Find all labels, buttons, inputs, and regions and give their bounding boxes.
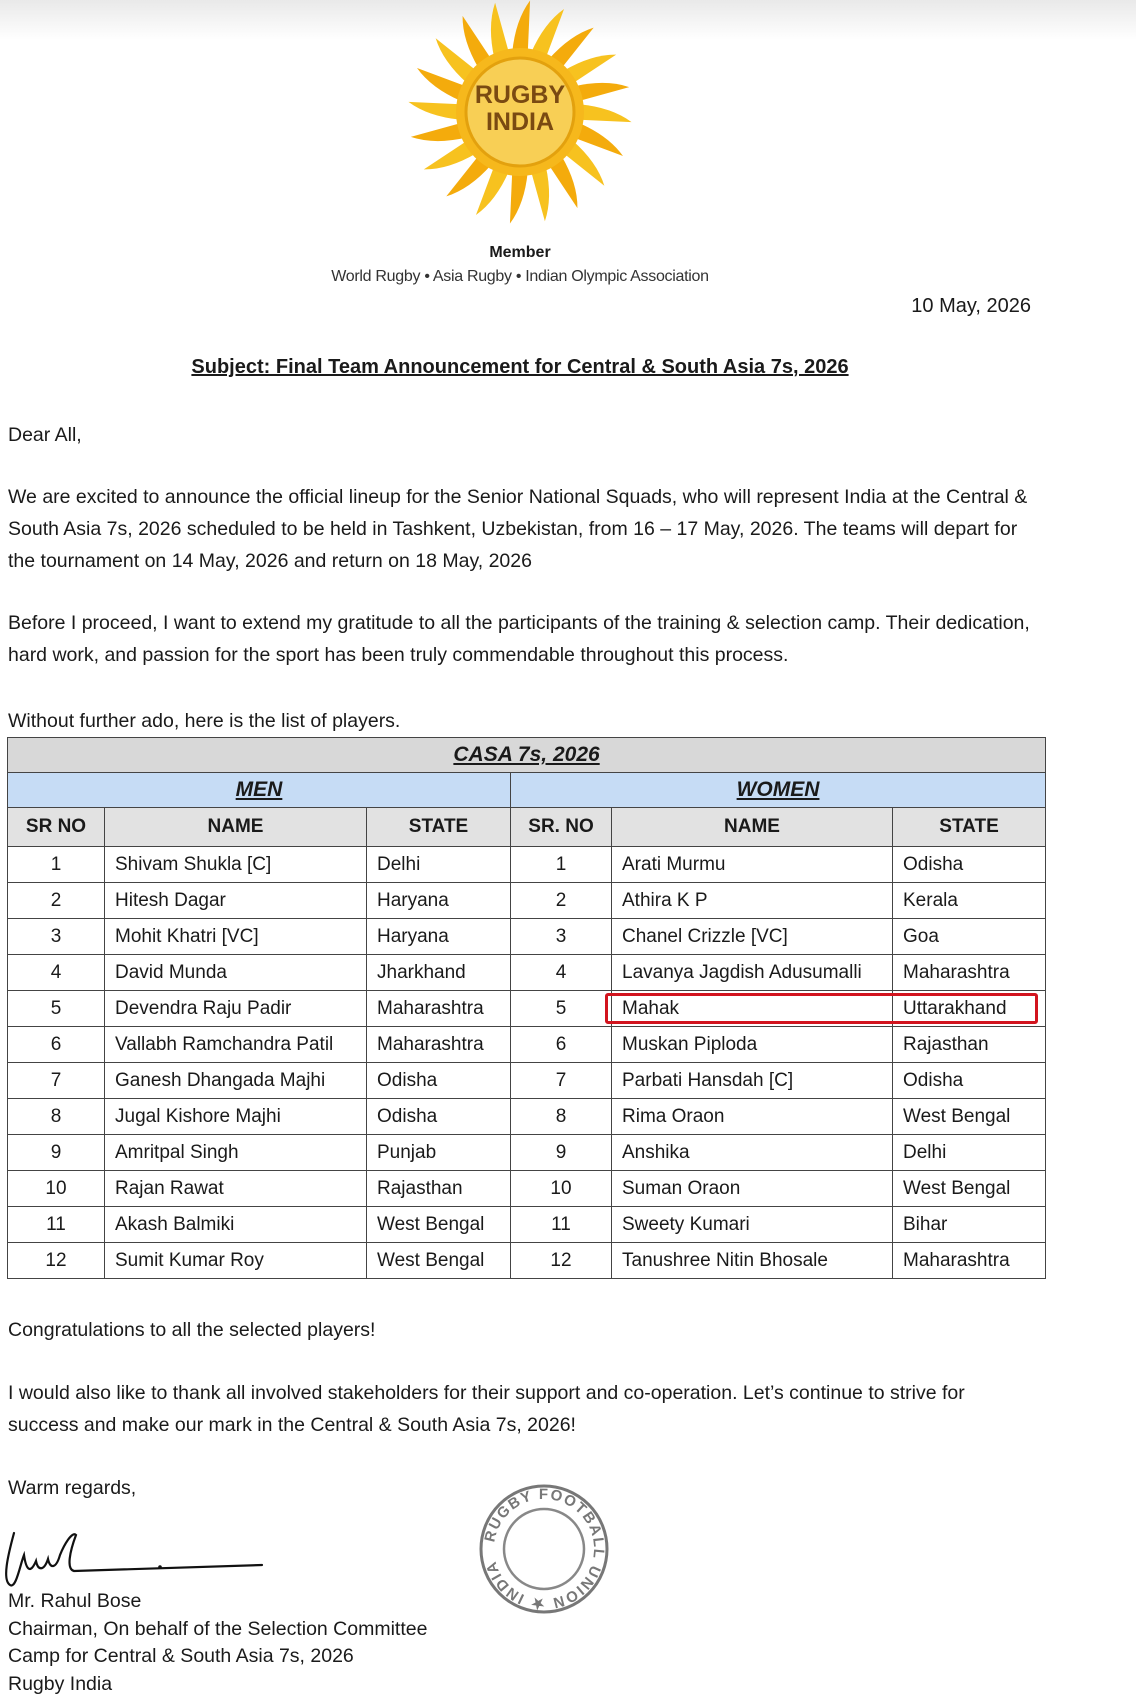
women-state-cell: Delhi: [893, 1135, 1046, 1171]
seal-text: RUGBY FOOTBALL UNION ★ INDIA: [481, 1485, 608, 1613]
sun-ray: [408, 102, 460, 120]
table-row: [8, 1135, 1046, 1171]
squad-rows: [8, 847, 1046, 1279]
col-header-men-sr: SR NO: [8, 808, 105, 847]
women-state-cell: Maharashtra: [893, 955, 1046, 991]
men-state-cell: Odisha: [367, 1099, 511, 1135]
men-sr-cell: 3: [8, 919, 105, 955]
women-state-cell: Uttarakhand: [893, 991, 1046, 1027]
men-name-cell: Shivam Shukla [C]: [105, 847, 367, 883]
col-header-men-name: NAME: [105, 808, 367, 847]
men-state-cell: Jharkhand: [367, 955, 511, 991]
men-state-cell: Maharashtra: [367, 1027, 511, 1063]
men-name-cell: Devendra Raju Padir: [105, 991, 367, 1027]
men-name-cell: Hitesh Dagar: [105, 883, 367, 919]
women-group-header: WOMEN: [511, 773, 1046, 808]
men-sr-cell: 9: [8, 1135, 105, 1171]
women-name-cell: Anshika: [612, 1135, 893, 1171]
men-name-cell: Mohit Khatri [VC]: [105, 919, 367, 955]
table-row: [8, 991, 1046, 1027]
col-header-men-state: STATE: [367, 808, 511, 847]
women-sr-cell: 10: [511, 1171, 612, 1207]
table-row: [8, 1207, 1046, 1243]
men-name-cell: Ganesh Dhangada Majhi: [105, 1063, 367, 1099]
table-row: [8, 955, 1046, 991]
table-title: CASA 7s, 2026: [8, 738, 1046, 773]
women-state-cell: Goa: [893, 919, 1046, 955]
table-row: [8, 1243, 1046, 1279]
men-state-cell: Haryana: [367, 883, 511, 919]
men-sr-cell: 12: [8, 1243, 105, 1279]
signatory-title: Chairman, On behalf of the Selection Committee: [8, 1617, 428, 1640]
men-name-cell: Jugal Kishore Majhi: [105, 1099, 367, 1135]
table-row: [8, 1063, 1046, 1099]
closing-thanks: I would also like to thank all involved stakeholders for their support and co-operation. Let’s continue to strive for success and make our mark in the Central & South Asia 7s, 2026!: [8, 1382, 965, 1436]
women-state-cell: Kerala: [893, 883, 1046, 919]
signatory-name: Mr. Rahul Bose: [8, 1590, 142, 1612]
men-sr-cell: 5: [8, 991, 105, 1027]
women-sr-cell: 7: [511, 1063, 612, 1099]
women-state-cell: Odisha: [893, 1063, 1046, 1099]
squad-table: [7, 737, 1046, 1279]
subject-line: Subject: Final Team Announcement for Central & South Asia 7s, 2026: [191, 356, 849, 378]
men-sr-cell: 1: [8, 847, 105, 883]
men-sr-cell: 4: [8, 955, 105, 991]
women-sr-cell: 4: [511, 955, 612, 991]
table-row: [8, 919, 1046, 955]
women-state-cell: Rajasthan: [893, 1027, 1046, 1063]
paragraph-intro: We are excited to announce the official lineup for the Senior National Squads, who will represent India at the Central & South Asia 7s, 2026 scheduled to be held in Tashkent, Uzbekistan, from 16 – 17 May, 2026. The teams will depart for the tournament on 14 May, 2026 and return on 18 May, 2026: [8, 486, 1028, 572]
women-sr-cell: 2: [511, 883, 612, 919]
paragraph-list-intro: Without further ado, here is the list of players.: [8, 710, 401, 732]
men-group-header: MEN: [8, 773, 511, 808]
women-name-cell: Suman Oraon: [612, 1171, 893, 1207]
women-name-cell: Lavanya Jagdish Adusumalli: [612, 955, 893, 991]
women-sr-cell: 9: [511, 1135, 612, 1171]
women-sr-cell: 3: [511, 919, 612, 955]
logo-text-line2: INDIA: [485, 108, 555, 136]
men-name-cell: Amritpal Singh: [105, 1135, 367, 1171]
women-name-cell: Mahak: [612, 991, 893, 1027]
paragraph-gratitude: Before I proceed, I want to extend my gratitude to all the participants of the training & selection camp. Their dedication, hard work, and passion for the sport has been truly commendable throughout this process.: [8, 612, 1030, 666]
logo-text-line1: RUGBY: [474, 81, 566, 109]
women-state-cell: Bihar: [893, 1207, 1046, 1243]
men-state-cell: Rajasthan: [367, 1171, 511, 1207]
member-label: Member: [489, 244, 551, 261]
women-sr-cell: 12: [511, 1243, 612, 1279]
women-sr-cell: 5: [511, 991, 612, 1027]
men-state-cell: Delhi: [367, 847, 511, 883]
col-header-women-name: NAME: [612, 808, 893, 847]
men-state-cell: Haryana: [367, 919, 511, 955]
women-state-cell: Maharashtra: [893, 1243, 1046, 1279]
men-state-cell: Odisha: [367, 1063, 511, 1099]
men-name-cell: Sumit Kumar Roy: [105, 1243, 367, 1279]
women-name-cell: Muskan Piploda: [612, 1027, 893, 1063]
sun-ray: [579, 104, 631, 122]
men-state-cell: Punjab: [367, 1135, 511, 1171]
women-state-cell: West Bengal: [893, 1171, 1046, 1207]
women-sr-cell: 1: [511, 847, 612, 883]
men-sr-cell: 11: [8, 1207, 105, 1243]
signatory-org: Rugby India: [8, 1672, 113, 1695]
salutation: Dear All,: [8, 424, 82, 446]
rugby-india-logo: [402, 0, 638, 236]
table-row: [8, 1171, 1046, 1207]
women-state-cell: Odisha: [893, 847, 1046, 883]
table-row: [8, 847, 1046, 883]
men-name-cell: Vallabh Ramchandra Patil: [105, 1027, 367, 1063]
women-sr-cell: 6: [511, 1027, 612, 1063]
letter-date: 10 May, 2026: [911, 295, 1031, 317]
table-row: [8, 1099, 1046, 1135]
men-name-cell: Akash Balmiki: [105, 1207, 367, 1243]
closing-regards: Warm regards,: [8, 1477, 137, 1499]
men-state-cell: Maharashtra: [367, 991, 511, 1027]
signatory-camp: Camp for Central & South Asia 7s, 2026: [8, 1645, 354, 1667]
union-seal-stamp: [474, 1482, 614, 1616]
women-name-cell: Tanushree Nitin Bhosale: [612, 1243, 893, 1279]
men-state-cell: West Bengal: [367, 1243, 511, 1279]
men-sr-cell: 6: [8, 1027, 105, 1063]
signature: [0, 1525, 270, 1595]
col-header-women-sr: SR. NO: [511, 808, 612, 847]
women-state-cell: West Bengal: [893, 1099, 1046, 1135]
women-sr-cell: 8: [511, 1099, 612, 1135]
affiliations: World Rugby • Asia Rugby • Indian Olympic Association: [331, 268, 709, 285]
men-sr-cell: 7: [8, 1063, 105, 1099]
men-sr-cell: 8: [8, 1099, 105, 1135]
table-row: [8, 1027, 1046, 1063]
women-name-cell: Sweety Kumari: [612, 1207, 893, 1243]
women-name-cell: Chanel Crizzle [VC]: [612, 919, 893, 955]
men-sr-cell: 10: [8, 1171, 105, 1207]
closing-congrats: Congratulations to all the selected players!: [8, 1319, 376, 1341]
women-name-cell: Athira K P: [612, 883, 893, 919]
women-name-cell: Arati Murmu: [612, 847, 893, 883]
col-header-women-state: STATE: [893, 808, 1046, 847]
signatory-block: [8, 1588, 427, 1698]
women-sr-cell: 11: [511, 1207, 612, 1243]
men-state-cell: West Bengal: [367, 1207, 511, 1243]
table-row: [8, 883, 1046, 919]
sun-ray: [512, 0, 530, 52]
women-name-cell: Rima Oraon: [612, 1099, 893, 1135]
men-name-cell: Rajan Rawat: [105, 1171, 367, 1207]
women-name-cell: Parbati Hansdah [C]: [612, 1063, 893, 1099]
men-sr-cell: 2: [8, 883, 105, 919]
men-name-cell: David Munda: [105, 955, 367, 991]
sun-ray: [510, 171, 528, 223]
